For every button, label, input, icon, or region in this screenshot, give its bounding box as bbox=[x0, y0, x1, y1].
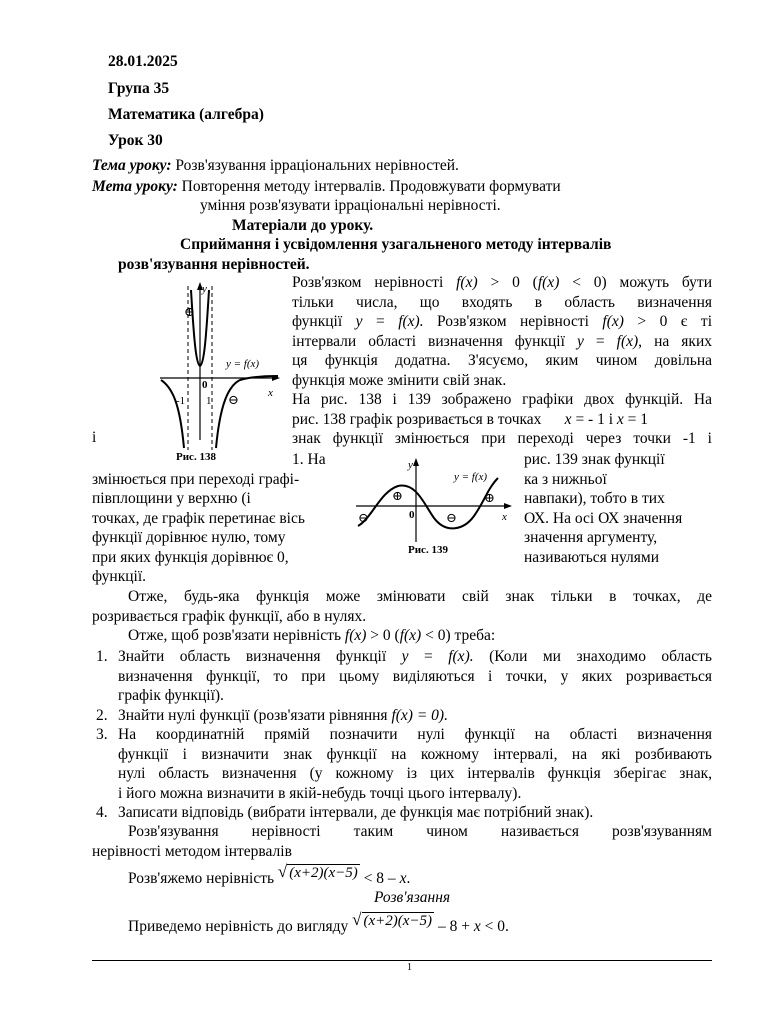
topic-label: Тема уроку: bbox=[92, 157, 172, 174]
sqrt-expression: √ (x+2)(x−5) bbox=[277, 862, 358, 881]
topic-text: Розв'язування ірраціональних нерівностей. bbox=[171, 157, 459, 174]
list-item bbox=[92, 647, 712, 706]
text-line: і його можна визначити в якій-небудь точці цього інтервалу). bbox=[118, 784, 522, 802]
solve-line bbox=[128, 862, 411, 888]
fig139-minus-left: ⊖ bbox=[358, 510, 369, 525]
step-number: 4. bbox=[96, 804, 108, 821]
goal-text: Повторення методу інтервалів. Продовжувати формувати bbox=[177, 178, 561, 195]
text-line: ОХ. На осі ОХ значення bbox=[524, 509, 683, 527]
text-line: нерівності методом інтервалів bbox=[92, 843, 292, 860]
text-line: На рис. 138 і 139 зображено графіки двох функцій. На bbox=[292, 391, 712, 408]
right-column-text bbox=[292, 273, 712, 449]
list-item bbox=[92, 803, 712, 823]
text-line: рис. 138 графік розривається в точках x = - 1 і x = 1 bbox=[292, 410, 649, 428]
radicand: (x+2)(x−5) bbox=[363, 913, 433, 929]
text-line: розривається графік функції, або в нулях. bbox=[92, 608, 367, 625]
step-number: 3. bbox=[96, 726, 108, 743]
paragraph-3 bbox=[92, 822, 712, 862]
fig138-one: 1 bbox=[206, 395, 212, 407]
group-label: Група 35 bbox=[108, 80, 170, 97]
figure-138 bbox=[158, 280, 282, 466]
text-line: значення аргументу, bbox=[524, 529, 658, 546]
text-line: при яких функція дорівнює 0, bbox=[92, 548, 289, 566]
fig138-minus-sign: ⊖ bbox=[228, 392, 239, 407]
radicand: (x+2)(x−5) bbox=[289, 865, 358, 881]
fig139-plus-left: ⊕ bbox=[392, 488, 403, 503]
text-line: точках, де графік перетинає вісь bbox=[92, 509, 305, 527]
paragraph-2: Отже, щоб розв'язати нерівність f(x) > 0 (f(x) < 0) треба: bbox=[128, 627, 496, 644]
bring-line bbox=[128, 910, 509, 936]
fig138-zero: 0 bbox=[202, 379, 208, 391]
section-title: Сприймання і усвідомлення узагальненого методу інтервалів bbox=[180, 236, 612, 253]
page-number: 1 bbox=[407, 962, 412, 973]
bring-prefix: Приведемо нерівність до вигляду bbox=[128, 918, 349, 935]
steps-list bbox=[92, 647, 712, 823]
text-line: тільки числа, що входять в область визначення bbox=[292, 293, 712, 311]
step-number: 2. bbox=[96, 706, 108, 724]
solve-prefix: Розв'яжемо нерівність bbox=[128, 870, 275, 887]
goal-line bbox=[92, 178, 561, 196]
fig138-func-label: y = f(x) bbox=[226, 358, 260, 370]
text-line: Знайти область визначення функції y = f(x). (Коли ми знаходимо область bbox=[118, 648, 713, 665]
fig139-y-label: y bbox=[408, 459, 413, 471]
fig138-minus-one: -1 bbox=[176, 395, 186, 407]
text-line: функції і визначити знак функції на кожному інтервалі, на які розбивають bbox=[118, 745, 712, 763]
mid-right-column bbox=[524, 450, 714, 567]
text-line: Отже, будь-яка функція може змінювати свій знак тільки в точках, де bbox=[128, 588, 712, 605]
text-line: функції y = f(x). Розв'язком нерівності f(x) > 0 є ті bbox=[292, 313, 713, 330]
fig138-x-label: x bbox=[268, 387, 273, 399]
mid-left-column bbox=[92, 450, 344, 587]
fig139-func-label: y = f(x) bbox=[454, 471, 488, 483]
text-line: навпаки), тобто в тих bbox=[524, 490, 665, 507]
list-item bbox=[92, 725, 712, 803]
materials-heading: Матеріали до уроку. bbox=[232, 217, 374, 234]
fig139-caption: Рис. 139 bbox=[408, 544, 448, 556]
bring-suffix: – 8 + x < 0. bbox=[437, 918, 509, 935]
list-item bbox=[92, 706, 712, 726]
fig138-plus-sign: ⊕ bbox=[184, 304, 195, 319]
solve-suffix: < 8 – x. bbox=[363, 870, 411, 887]
text-line: Записати відповідь (вибрати інтервали, де функція має потрібний знак). bbox=[118, 804, 594, 821]
fig139-x-label: x bbox=[502, 511, 507, 523]
topic-line bbox=[92, 157, 459, 175]
step-number: 1. bbox=[96, 648, 108, 665]
figure-139 bbox=[354, 456, 514, 558]
fig139-plus-right: ⊕ bbox=[484, 490, 495, 505]
text-line: На координатній прямій позначити нулі функції на області визначення bbox=[118, 726, 712, 743]
text-line: визначення функції, то при цьому виділяються і точки, у яких розривається bbox=[118, 667, 712, 685]
stray-letter: і bbox=[92, 429, 97, 446]
lesson-number: Урок 30 bbox=[108, 132, 163, 149]
text-line: Знайти нулі функції (розв'язати рівняння f(x) = 0). bbox=[118, 706, 448, 724]
footer-divider bbox=[92, 960, 712, 961]
fig138-caption: Рис. 138 bbox=[176, 451, 216, 463]
sqrt-expression: √ (x+2)(x−5) bbox=[352, 910, 433, 929]
subject-label: Математика (алгебра) bbox=[108, 106, 264, 123]
text-line: графік функції). bbox=[118, 687, 224, 704]
text-line: інтервали області визначення функції y = f(x), на яких bbox=[292, 332, 712, 350]
paragraph-1 bbox=[92, 587, 712, 627]
lesson-date: 28.01.2025 bbox=[108, 53, 178, 70]
text-line: ка з нижньої bbox=[524, 470, 607, 488]
fig139-minus-right: ⊖ bbox=[446, 510, 457, 525]
text-line: функція може змінити свій знак. bbox=[292, 371, 507, 389]
fig139-zero: 0 bbox=[409, 509, 415, 521]
text-line: ця функція додатна. З'ясуємо, яким чином довільна bbox=[292, 352, 712, 369]
text-line: рис. 139 знак функції bbox=[524, 451, 665, 468]
text-line: називаються нулями bbox=[524, 548, 660, 566]
solution-title: Розв'язання bbox=[374, 889, 451, 906]
fig138-y-label: y bbox=[202, 283, 207, 295]
text-line: Розв'язком нерівності f(x) > 0 (f(x) < 0) можуть бути bbox=[292, 274, 712, 291]
text-line: нулі область визначення (у кожному із цих інтервалів функція зберігає знак, bbox=[118, 765, 712, 782]
text-line: змінюється при переході графі- bbox=[92, 470, 300, 488]
goal-text-cont: уміння розв'язувати ірраціональні нерівності. bbox=[200, 197, 501, 214]
goal-label: Мета уроку: bbox=[92, 178, 178, 195]
text-line: півплощини у верхню (і bbox=[92, 490, 251, 507]
text-line: функції дорівнює нулю, тому bbox=[92, 529, 286, 546]
section-title-cont: розв'язування нерівностей. bbox=[118, 256, 310, 273]
text-line: знак функції змінюється при переході через точки -1 і bbox=[292, 430, 712, 447]
text-line: 1. На bbox=[292, 451, 326, 468]
text-line: функції. bbox=[92, 568, 147, 585]
text-line: Розв'язування нерівності таким чином називається розв'язуванням bbox=[128, 823, 712, 840]
